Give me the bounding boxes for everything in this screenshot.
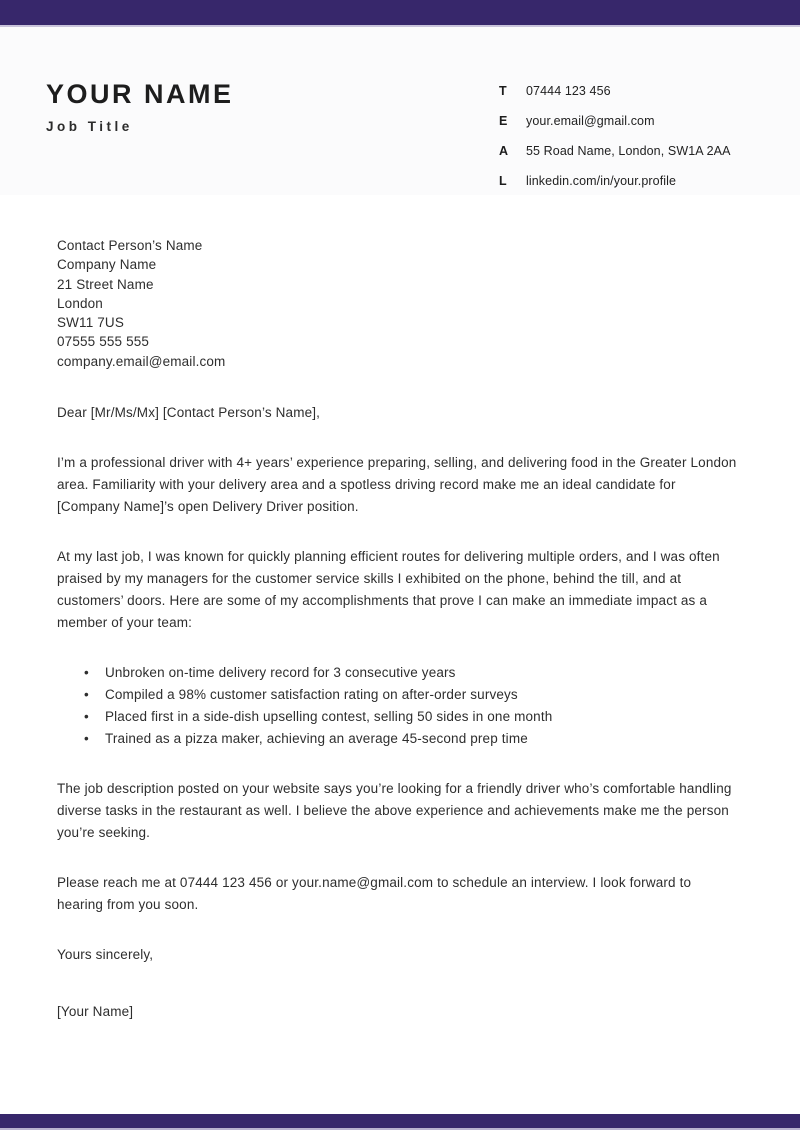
accomplishment-item: • Compiled a 98% customer satisfaction rating on after-order surveys: [57, 684, 738, 706]
recipient-line: 21 Street Name: [57, 276, 154, 292]
paragraph-fit: The job description posted on your website says you’re looking for a friendly driver who’s comfortable handling diverse tasks in the restaurant as well. I believe the above experience and achievements make me the person you’re seeking.: [57, 781, 732, 841]
contact-row-address: [499, 144, 779, 159]
contact-row-linkedin: [499, 174, 779, 189]
contact-block: [499, 84, 779, 204]
contact-row-phone: [499, 84, 779, 99]
paragraph-call-to-action: Please reach me at 07444 123 456 or your.name@gmail.com to schedule an interview. I look forward to hearing from you soon.: [57, 875, 692, 913]
address-label: A: [499, 144, 509, 158]
accomplishment-item: • Trained as a pizza maker, achieving an average 45-second prep time: [57, 728, 738, 750]
identity-block: [46, 79, 234, 134]
recipient-line: Company Name: [57, 257, 157, 273]
phone-label: T: [499, 84, 507, 98]
applicant-job-title: Job Title: [46, 119, 133, 135]
signature-name: [Your Name]: [57, 1004, 134, 1020]
letterhead: [0, 27, 800, 195]
accomplishment-item: • Placed first in a side-dish upselling contest, selling 50 sides in one month: [57, 706, 738, 728]
email-label: E: [499, 114, 508, 128]
top-accent-bar: [0, 0, 800, 27]
accomplishment-item: • Unbroken on-time delivery record for 3 consecutive years: [57, 662, 738, 684]
phone-value: 07444 123 456: [526, 84, 611, 98]
recipient-line: Contact Person’s Name: [57, 238, 203, 253]
bottom-accent-bar: [0, 1114, 800, 1130]
recipient-line: SW11 7US: [57, 315, 124, 331]
email-value: your.email@gmail.com: [526, 114, 655, 128]
recipient-line: 07555 555 555: [57, 334, 150, 350]
contact-row-email: [499, 114, 779, 129]
accomplishments-list: [57, 662, 738, 750]
linkedin-label: L: [499, 174, 507, 188]
letter-body: [0, 195, 800, 1023]
paragraph-experience: At my last job, I was known for quickly planning efficient routes for delivering multiple orders, and I was often praised by my managers for the customer service skills I exhibited on the phone, behind the till, and at customers’ doors. Here are some of my accomplishments that prove I can make an immediate impact as a member of your team:: [57, 549, 720, 631]
linkedin-value: linkedin.com/in/your.profile: [526, 174, 677, 188]
recipient-address-block: [57, 236, 738, 371]
address-value: 55 Road Name, London, SW1A 2AA: [526, 144, 731, 158]
recipient-line: company.email@email.com: [57, 353, 226, 369]
salutation: Dear [Mr/Ms/Mx] [Contact Person’s Name],: [57, 405, 321, 421]
recipient-line: London: [57, 295, 103, 311]
applicant-name: YOUR NAME: [46, 79, 234, 109]
paragraph-intro: I’m a professional driver with 4+ years’ experience preparing, selling, and delivering food in the Greater London area. Familiarity with your delivery area and a spotless driving record make me an ideal candidate for [Company Name]’s open Delivery Driver position.: [57, 455, 737, 515]
closing-line: Yours sincerely,: [57, 947, 154, 963]
